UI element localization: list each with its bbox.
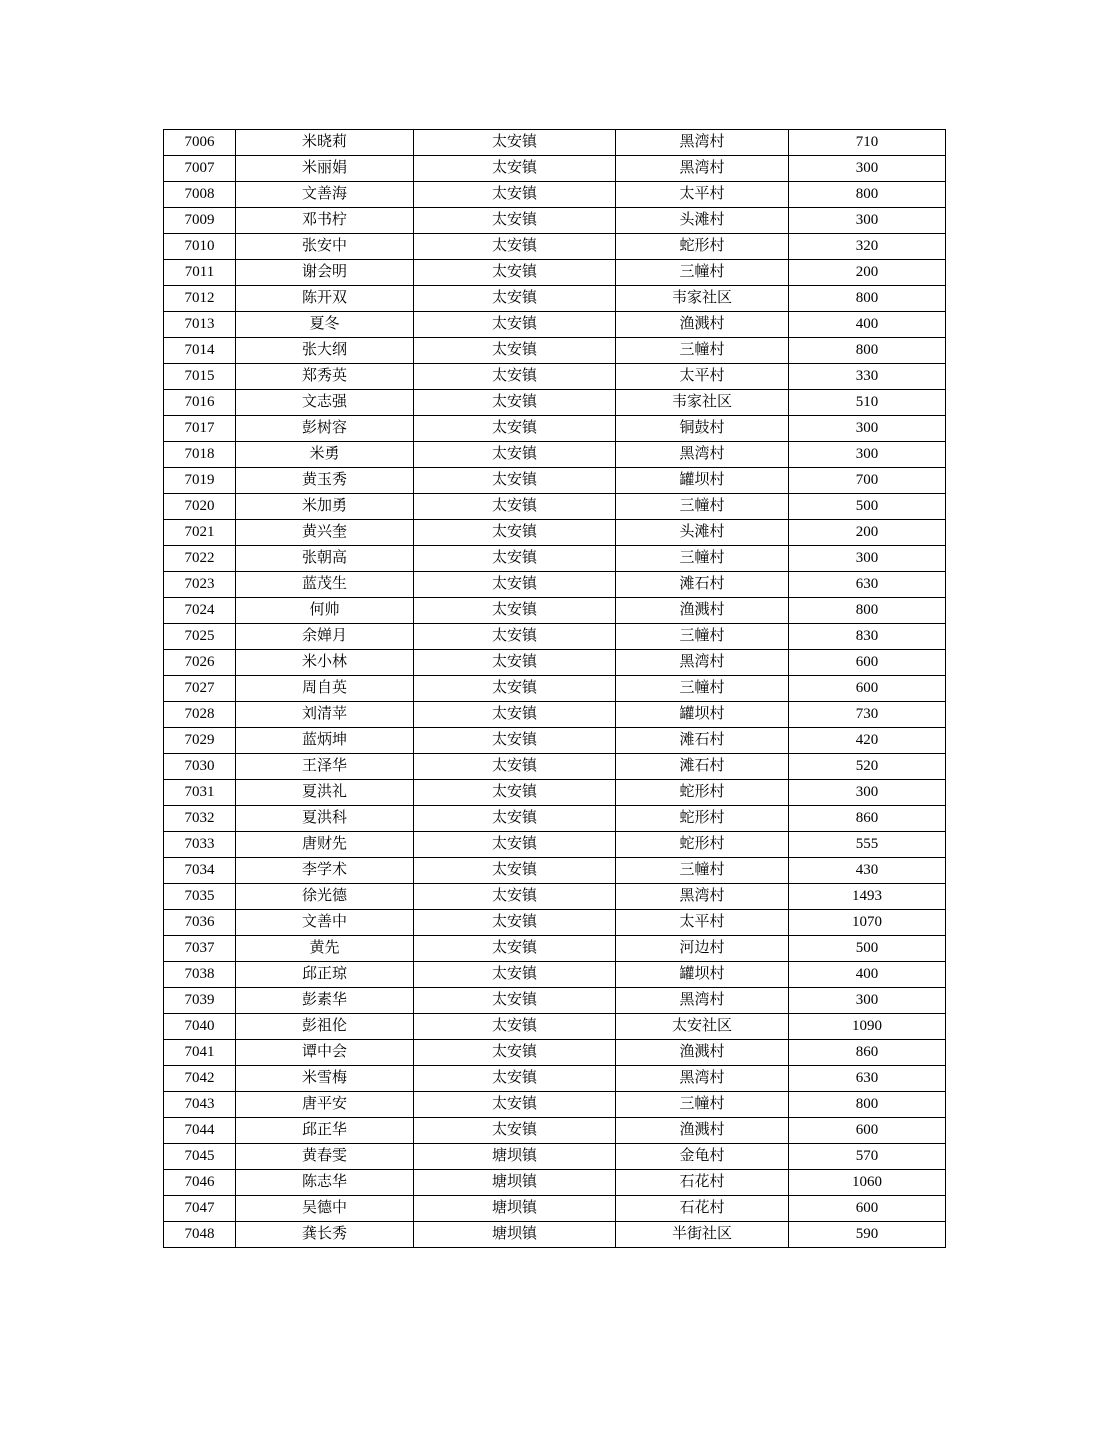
- cell-id: 7015: [164, 364, 236, 390]
- cell-village: 罐坝村: [616, 702, 789, 728]
- cell-town: 太安镇: [414, 208, 616, 234]
- cell-town: 太安镇: [414, 286, 616, 312]
- table-row: [164, 364, 946, 390]
- cell-town: 太安镇: [414, 468, 616, 494]
- table-row: [164, 624, 946, 650]
- cell-id: 7023: [164, 572, 236, 598]
- cell-name: 周自英: [236, 676, 414, 702]
- cell-id: 7027: [164, 676, 236, 702]
- table-row: [164, 884, 946, 910]
- cell-id: 7030: [164, 754, 236, 780]
- cell-name: 彭祖伦: [236, 1014, 414, 1040]
- cell-amount: 555: [789, 832, 946, 858]
- cell-town: 塘坝镇: [414, 1170, 616, 1196]
- cell-village: 太平村: [616, 182, 789, 208]
- cell-amount: 800: [789, 1092, 946, 1118]
- cell-amount: 400: [789, 312, 946, 338]
- cell-town: 太安镇: [414, 312, 616, 338]
- table-row: [164, 390, 946, 416]
- cell-name: 黄春雯: [236, 1144, 414, 1170]
- cell-town: 太安镇: [414, 780, 616, 806]
- cell-town: 太安镇: [414, 598, 616, 624]
- cell-town: 太安镇: [414, 884, 616, 910]
- cell-amount: 600: [789, 650, 946, 676]
- table-body: [164, 130, 946, 1248]
- table-row: [164, 442, 946, 468]
- cell-name: 夏洪科: [236, 806, 414, 832]
- table-row: [164, 1144, 946, 1170]
- cell-amount: 300: [789, 416, 946, 442]
- cell-town: 太安镇: [414, 988, 616, 1014]
- cell-village: 韦家社区: [616, 286, 789, 312]
- table-row: [164, 1092, 946, 1118]
- cell-id: 7022: [164, 546, 236, 572]
- cell-village: 三幢村: [616, 624, 789, 650]
- cell-village: 渔溅村: [616, 312, 789, 338]
- cell-name: 谢会明: [236, 260, 414, 286]
- cell-town: 太安镇: [414, 1118, 616, 1144]
- cell-amount: 630: [789, 572, 946, 598]
- cell-name: 陈志华: [236, 1170, 414, 1196]
- cell-village: 石花村: [616, 1196, 789, 1222]
- cell-amount: 1070: [789, 910, 946, 936]
- cell-village: 蛇形村: [616, 832, 789, 858]
- table-row: [164, 156, 946, 182]
- cell-id: 7036: [164, 910, 236, 936]
- cell-village: 铜鼓村: [616, 416, 789, 442]
- cell-name: 邱正华: [236, 1118, 414, 1144]
- cell-id: 7037: [164, 936, 236, 962]
- cell-id: 7046: [164, 1170, 236, 1196]
- table-row: [164, 338, 946, 364]
- cell-town: 太安镇: [414, 1092, 616, 1118]
- cell-amount: 300: [789, 156, 946, 182]
- cell-name: 何帅: [236, 598, 414, 624]
- cell-amount: 200: [789, 520, 946, 546]
- cell-amount: 520: [789, 754, 946, 780]
- table-row: [164, 676, 946, 702]
- table-row: [164, 312, 946, 338]
- cell-amount: 800: [789, 338, 946, 364]
- table-row: [164, 468, 946, 494]
- cell-name: 夏洪礼: [236, 780, 414, 806]
- cell-town: 太安镇: [414, 936, 616, 962]
- cell-name: 黄玉秀: [236, 468, 414, 494]
- cell-village: 滩石村: [616, 728, 789, 754]
- cell-amount: 860: [789, 806, 946, 832]
- cell-name: 文志强: [236, 390, 414, 416]
- cell-town: 太安镇: [414, 650, 616, 676]
- cell-village: 蛇形村: [616, 234, 789, 260]
- cell-amount: 590: [789, 1222, 946, 1248]
- cell-village: 黑湾村: [616, 442, 789, 468]
- cell-id: 7009: [164, 208, 236, 234]
- cell-name: 唐平安: [236, 1092, 414, 1118]
- cell-name: 余婵月: [236, 624, 414, 650]
- table-row: [164, 1170, 946, 1196]
- cell-village: 石花村: [616, 1170, 789, 1196]
- cell-name: 米勇: [236, 442, 414, 468]
- cell-id: 7021: [164, 520, 236, 546]
- cell-town: 太安镇: [414, 858, 616, 884]
- cell-name: 米加勇: [236, 494, 414, 520]
- cell-name: 张安中: [236, 234, 414, 260]
- cell-village: 滩石村: [616, 754, 789, 780]
- cell-id: 7020: [164, 494, 236, 520]
- cell-village: 渔溅村: [616, 1040, 789, 1066]
- table-row: [164, 208, 946, 234]
- table-row: [164, 546, 946, 572]
- cell-amount: 830: [789, 624, 946, 650]
- cell-village: 太安社区: [616, 1014, 789, 1040]
- cell-town: 太安镇: [414, 156, 616, 182]
- table-row: [164, 598, 946, 624]
- cell-town: 太安镇: [414, 676, 616, 702]
- cell-town: 太安镇: [414, 234, 616, 260]
- cell-town: 太安镇: [414, 806, 616, 832]
- cell-amount: 300: [789, 988, 946, 1014]
- cell-amount: 700: [789, 468, 946, 494]
- cell-id: 7039: [164, 988, 236, 1014]
- table-row: [164, 650, 946, 676]
- cell-town: 塘坝镇: [414, 1144, 616, 1170]
- cell-town: 塘坝镇: [414, 1196, 616, 1222]
- table-row: [164, 910, 946, 936]
- cell-amount: 860: [789, 1040, 946, 1066]
- table-row: [164, 234, 946, 260]
- cell-town: 太安镇: [414, 572, 616, 598]
- table-row: [164, 728, 946, 754]
- cell-town: 太安镇: [414, 130, 616, 156]
- cell-amount: 300: [789, 546, 946, 572]
- cell-id: 7040: [164, 1014, 236, 1040]
- cell-town: 太安镇: [414, 1066, 616, 1092]
- table-row: [164, 1222, 946, 1248]
- cell-village: 半街社区: [616, 1222, 789, 1248]
- cell-amount: 330: [789, 364, 946, 390]
- cell-village: 渔溅村: [616, 1118, 789, 1144]
- cell-id: 7012: [164, 286, 236, 312]
- cell-id: 7041: [164, 1040, 236, 1066]
- cell-name: 文善中: [236, 910, 414, 936]
- table-row: [164, 286, 946, 312]
- cell-amount: 300: [789, 780, 946, 806]
- cell-id: 7029: [164, 728, 236, 754]
- cell-town: 太安镇: [414, 702, 616, 728]
- cell-name: 龚长秀: [236, 1222, 414, 1248]
- cell-id: 7035: [164, 884, 236, 910]
- cell-name: 黄先: [236, 936, 414, 962]
- cell-name: 黄兴奎: [236, 520, 414, 546]
- cell-amount: 600: [789, 1118, 946, 1144]
- cell-name: 郑秀英: [236, 364, 414, 390]
- cell-name: 徐光德: [236, 884, 414, 910]
- cell-amount: 300: [789, 442, 946, 468]
- cell-name: 蓝茂生: [236, 572, 414, 598]
- table-row: [164, 702, 946, 728]
- cell-name: 谭中会: [236, 1040, 414, 1066]
- cell-id: 7018: [164, 442, 236, 468]
- cell-id: 7045: [164, 1144, 236, 1170]
- cell-village: 河边村: [616, 936, 789, 962]
- cell-name: 文善海: [236, 182, 414, 208]
- cell-name: 王泽华: [236, 754, 414, 780]
- cell-id: 7047: [164, 1196, 236, 1222]
- cell-village: 韦家社区: [616, 390, 789, 416]
- cell-village: 黑湾村: [616, 1066, 789, 1092]
- table-row: [164, 130, 946, 156]
- cell-town: 太安镇: [414, 364, 616, 390]
- cell-name: 夏冬: [236, 312, 414, 338]
- cell-village: 三幢村: [616, 858, 789, 884]
- cell-id: 7017: [164, 416, 236, 442]
- cell-id: 7024: [164, 598, 236, 624]
- table-row: [164, 1118, 946, 1144]
- cell-name: 刘清苹: [236, 702, 414, 728]
- cell-name: 李学术: [236, 858, 414, 884]
- table-row: [164, 754, 946, 780]
- table-row: [164, 962, 946, 988]
- cell-id: 7031: [164, 780, 236, 806]
- cell-id: 7042: [164, 1066, 236, 1092]
- cell-amount: 730: [789, 702, 946, 728]
- cell-town: 太安镇: [414, 390, 616, 416]
- cell-name: 蓝炳坤: [236, 728, 414, 754]
- cell-town: 太安镇: [414, 546, 616, 572]
- cell-town: 太安镇: [414, 260, 616, 286]
- cell-name: 陈开双: [236, 286, 414, 312]
- cell-amount: 320: [789, 234, 946, 260]
- cell-id: 7025: [164, 624, 236, 650]
- cell-amount: 800: [789, 182, 946, 208]
- cell-name: 张朝高: [236, 546, 414, 572]
- cell-amount: 800: [789, 286, 946, 312]
- table-row: [164, 572, 946, 598]
- cell-village: 渔溅村: [616, 598, 789, 624]
- cell-town: 太安镇: [414, 962, 616, 988]
- cell-name: 唐财先: [236, 832, 414, 858]
- table-row: [164, 1196, 946, 1222]
- table-row: [164, 182, 946, 208]
- cell-town: 太安镇: [414, 338, 616, 364]
- table-row: [164, 260, 946, 286]
- cell-amount: 400: [789, 962, 946, 988]
- cell-town: 太安镇: [414, 494, 616, 520]
- cell-name: 彭素华: [236, 988, 414, 1014]
- cell-village: 黑湾村: [616, 650, 789, 676]
- cell-village: 三幢村: [616, 338, 789, 364]
- table-row: [164, 988, 946, 1014]
- cell-village: 黑湾村: [616, 156, 789, 182]
- cell-id: 7007: [164, 156, 236, 182]
- cell-village: 黑湾村: [616, 884, 789, 910]
- cell-id: 7044: [164, 1118, 236, 1144]
- cell-id: 7034: [164, 858, 236, 884]
- cell-id: 7038: [164, 962, 236, 988]
- cell-village: 太平村: [616, 910, 789, 936]
- cell-town: 太安镇: [414, 520, 616, 546]
- cell-id: 7016: [164, 390, 236, 416]
- cell-name: 米小林: [236, 650, 414, 676]
- cell-town: 太安镇: [414, 1040, 616, 1066]
- cell-village: 三幢村: [616, 546, 789, 572]
- cell-village: 金龟村: [616, 1144, 789, 1170]
- cell-name: 邓书柠: [236, 208, 414, 234]
- cell-village: 滩石村: [616, 572, 789, 598]
- cell-village: 三幢村: [616, 260, 789, 286]
- cell-id: 7019: [164, 468, 236, 494]
- cell-id: 7008: [164, 182, 236, 208]
- cell-amount: 510: [789, 390, 946, 416]
- table-row: [164, 806, 946, 832]
- cell-village: 蛇形村: [616, 806, 789, 832]
- cell-town: 太安镇: [414, 754, 616, 780]
- cell-id: 7048: [164, 1222, 236, 1248]
- cell-id: 7011: [164, 260, 236, 286]
- cell-town: 塘坝镇: [414, 1222, 616, 1248]
- table-row: [164, 780, 946, 806]
- cell-amount: 630: [789, 1066, 946, 1092]
- cell-amount: 1493: [789, 884, 946, 910]
- cell-amount: 1060: [789, 1170, 946, 1196]
- cell-village: 太平村: [616, 364, 789, 390]
- cell-id: 7013: [164, 312, 236, 338]
- table-row: [164, 1040, 946, 1066]
- cell-amount: 710: [789, 130, 946, 156]
- cell-id: 7006: [164, 130, 236, 156]
- cell-village: 黑湾村: [616, 988, 789, 1014]
- cell-amount: 200: [789, 260, 946, 286]
- cell-id: 7014: [164, 338, 236, 364]
- cell-id: 7032: [164, 806, 236, 832]
- cell-village: 三幢村: [616, 1092, 789, 1118]
- cell-village: 三幢村: [616, 676, 789, 702]
- cell-name: 邱正琼: [236, 962, 414, 988]
- cell-amount: 800: [789, 598, 946, 624]
- cell-town: 太安镇: [414, 624, 616, 650]
- cell-village: 罐坝村: [616, 962, 789, 988]
- cell-amount: 420: [789, 728, 946, 754]
- cell-name: 米晓莉: [236, 130, 414, 156]
- cell-id: 7010: [164, 234, 236, 260]
- cell-town: 太安镇: [414, 442, 616, 468]
- table-row: [164, 832, 946, 858]
- cell-village: 头滩村: [616, 208, 789, 234]
- cell-town: 太安镇: [414, 832, 616, 858]
- cell-name: 吴德中: [236, 1196, 414, 1222]
- cell-town: 太安镇: [414, 910, 616, 936]
- table-row: [164, 936, 946, 962]
- cell-amount: 600: [789, 1196, 946, 1222]
- cell-id: 7033: [164, 832, 236, 858]
- cell-village: 蛇形村: [616, 780, 789, 806]
- cell-amount: 1090: [789, 1014, 946, 1040]
- cell-village: 头滩村: [616, 520, 789, 546]
- cell-name: 张大纲: [236, 338, 414, 364]
- cell-amount: 500: [789, 494, 946, 520]
- table-row: [164, 520, 946, 546]
- cell-town: 太安镇: [414, 182, 616, 208]
- cell-amount: 600: [789, 676, 946, 702]
- table-row: [164, 416, 946, 442]
- cell-village: 黑湾村: [616, 130, 789, 156]
- cell-name: 米丽娟: [236, 156, 414, 182]
- roster-table: [163, 129, 946, 1248]
- cell-id: 7043: [164, 1092, 236, 1118]
- table-row: [164, 1014, 946, 1040]
- cell-amount: 430: [789, 858, 946, 884]
- cell-village: 罐坝村: [616, 468, 789, 494]
- cell-town: 太安镇: [414, 728, 616, 754]
- cell-id: 7028: [164, 702, 236, 728]
- table-row: [164, 858, 946, 884]
- cell-name: 米雪梅: [236, 1066, 414, 1092]
- table-row: [164, 494, 946, 520]
- cell-name: 彭树容: [236, 416, 414, 442]
- cell-town: 太安镇: [414, 416, 616, 442]
- cell-amount: 500: [789, 936, 946, 962]
- cell-id: 7026: [164, 650, 236, 676]
- cell-amount: 300: [789, 208, 946, 234]
- cell-amount: 570: [789, 1144, 946, 1170]
- cell-town: 太安镇: [414, 1014, 616, 1040]
- table-row: [164, 1066, 946, 1092]
- cell-village: 三幢村: [616, 494, 789, 520]
